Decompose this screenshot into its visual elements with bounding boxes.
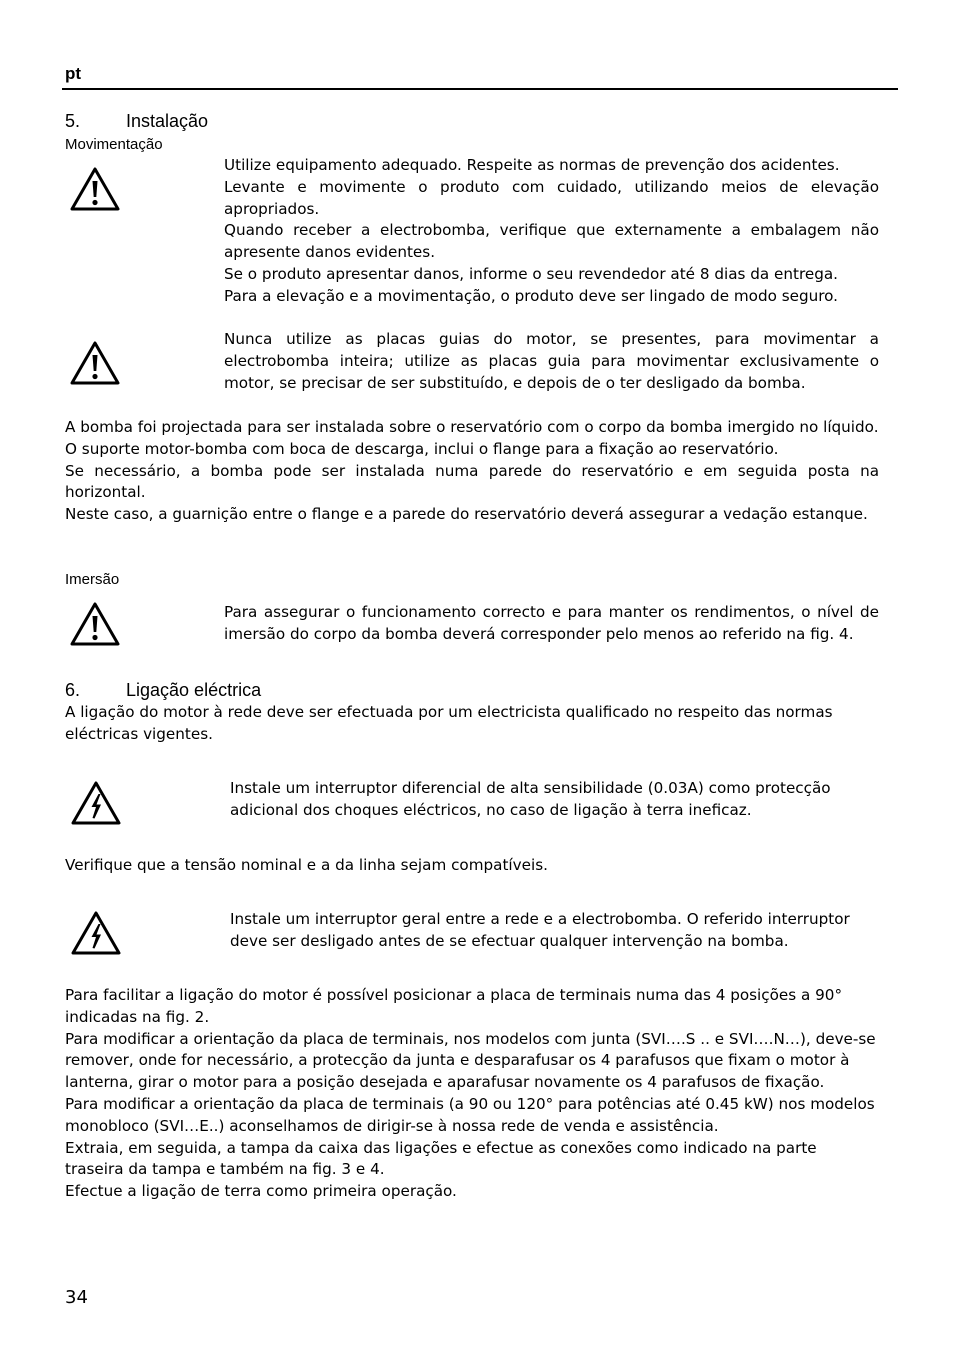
paragraph: Para a elevação e a movimentação, o produto deve ser lingado de modo seguro. [224,286,838,305]
movimentacao-heading: Movimentação [65,136,163,153]
section-5-title: Instalação [126,111,209,131]
paragraph: Levante e movimente o produto com cuidado, utilizando meios de elevação apropriados. [224,177,879,218]
verify-voltage-text [65,855,879,877]
section-6-number: 6. [65,680,81,700]
paragraph: Para modificar a orientação da placa de terminais, nos modelos com junta (SVI….S .. e SVI….N…), deve-se remover, onde for necessário, a protecção da junta e desparafusar os 4 parafusos que fixam o motor à lanterna, girar o motor para a posição desejada e aparafusar novamente os 4 parafusos de fixação. [65,1029,876,1092]
main-switch-warning [230,909,879,953]
terminal-board-instructions [65,985,879,1203]
page-number: 34 [65,1287,88,1308]
warning-triangle-icon [69,166,121,212]
paragraph: Extraia, em seguida, a tampa da caixa das ligações e efectue as conexões como indicado na parte traseira da tampa e também na fig. 3 e 4. [65,1138,817,1179]
header-rule [62,88,898,90]
motor-guide-plates-warning [224,329,879,394]
movimentacao-warning-text [224,155,879,308]
electrical-hazard-icon [70,780,122,826]
paragraph: A bomba foi projectada para ser instalada sobre o reservatório com o corpo da bomba imergido no líquido. [65,418,879,436]
paragraph: Para facilitar a ligação do motor é possível posicionar a placa de terminais numa das 4 posições a 90° indicadas na fig. 2. [65,986,843,1026]
electrical-hazard-icon [70,910,122,956]
paragraph: Efectue a ligação de terra como primeira operação. [65,1182,457,1201]
paragraph: Quando receber a electrobomba, verifique que externamente a embalagem não apresente danos evidentes. [224,221,879,262]
paragraph: Verifique que a tensão nominal e a da linha sejam compatíveis. [65,856,548,874]
installation-body [65,417,879,526]
paragraph: Instale um interruptor geral entre a rede e a electrobomba. O referido interruptor deve ser desligado antes de se efectuar qualquer intervenção na bomba. [230,910,850,950]
paragraph: Se necessário, a bomba pode ser instalada numa parede do reservatório e em seguida posta na horizontal. [65,461,879,502]
paragraph: O suporte motor-bomba com boca de descarga, inclui o flange para a fixação ao reservatório. [65,439,779,458]
paragraph: Nunca utilize as placas guias do motor, se presentes, para movimentar a electrobomba inteira; utilize as placas guia para movimentar exclusivamente o motor, se precisar de ser substituído, e depois de o ter desligado da bomba. [224,330,879,392]
section-6-title: Ligação eléctrica [126,680,262,700]
imersao-warning-text [224,602,879,646]
language-code: pt [65,64,82,83]
paragraph: Se o produto apresentar danos, informe o seu revendedor até 8 dias da entrega. [224,264,838,283]
electrical-intro [65,702,879,746]
paragraph: Utilize equipamento adequado. Respeite as normas de prevenção dos acidentes. [224,156,840,174]
section-5-number: 5. [65,111,81,131]
imersao-heading: Imersão [65,571,120,588]
paragraph: Instale um interruptor diferencial de alta sensibilidade (0.03A) como protecção adicional dos choques eléctricos, no caso de ligação à terra ineficaz. [230,779,831,819]
warning-triangle-icon [69,340,121,386]
differential-switch-warning [230,778,879,822]
warning-triangle-icon [69,601,121,647]
section-5-heading [65,111,365,135]
paragraph: A ligação do motor à rede deve ser efectuada por um electricista qualificado no respeito das normas eléctricas vigentes. [65,703,833,743]
paragraph: Para assegurar o funcionamento correcto e para manter os rendimentos, o nível de imersão do corpo da bomba deverá corresponder pelo menos ao referido na fig. 4. [224,603,879,643]
section-6-heading [65,680,365,704]
paragraph: Neste caso, a guarnição entre o flange e a parede do reservatório deverá assegurar a vedação estanque. [65,505,868,524]
paragraph: Para modificar a orientação da placa de terminais (a 90 ou 120° para potências até 0.45 kW) nos modelos monobloco (SVI…E..) aconselhamos de dirigir-se à nossa rede de venda e assistência. [65,1094,875,1135]
